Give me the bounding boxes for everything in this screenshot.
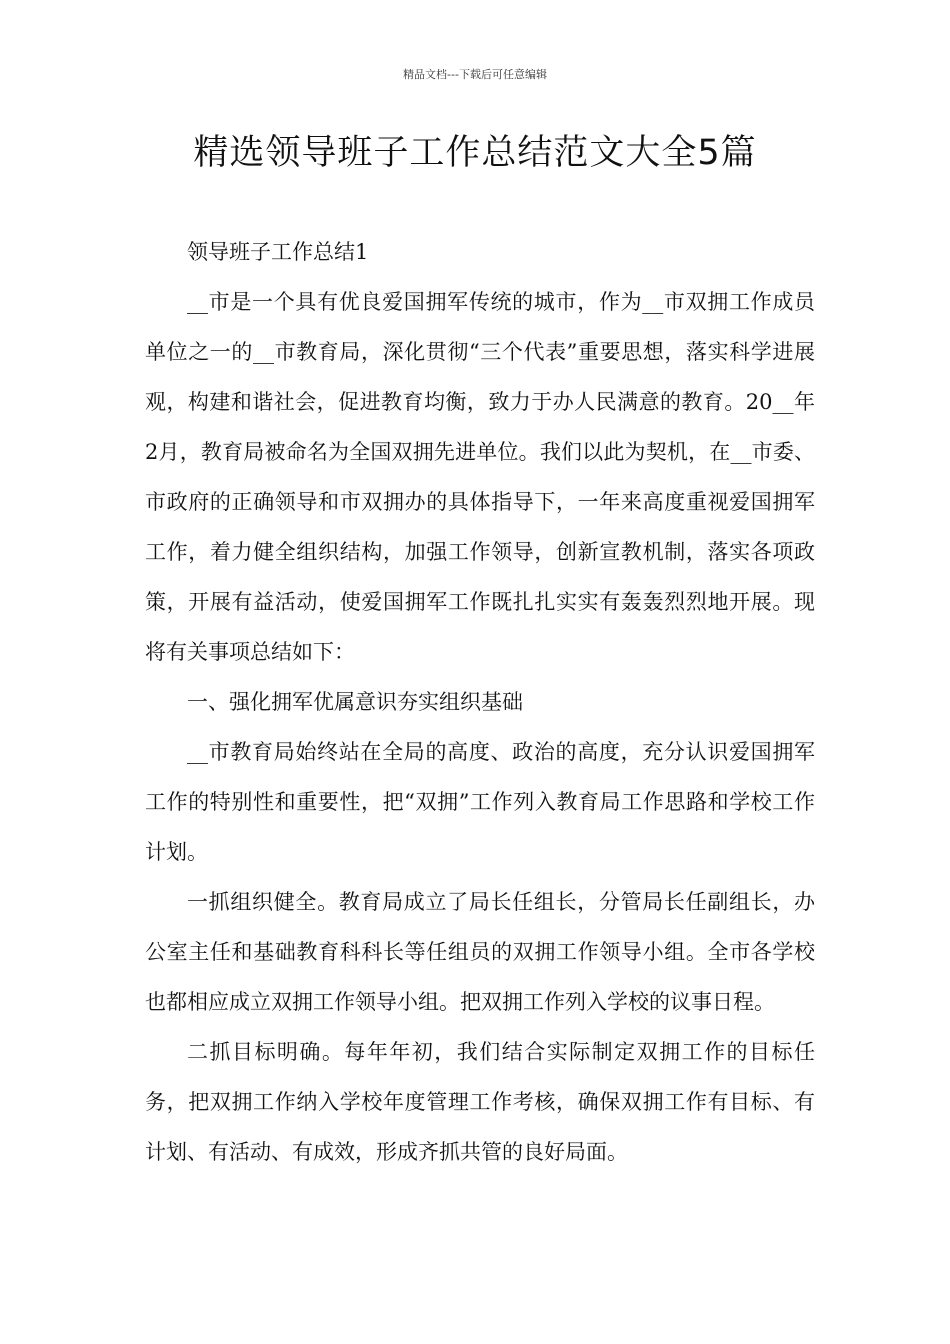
body-paragraph: 一抓组织健全。教育局成立了局长任组长，分管局长任副组长，办公室主任和基础教育科科长等任组员的双拥工作领导小组。全市各学校也都相应成立双拥工作领导小组。把双拥工作列入学校的议事日程。 <box>145 890 815 1014</box>
subsection-heading: 一、强化拥军优属意识夯实组织基础 <box>187 690 523 714</box>
body-paragraph: __市是一个具有优良爱国拥军传统的城市，作为__市双拥工作成员单位之一的__市教育局，深化贯彻“三个代表”重要思想，落实科学进展观，构建和谐社会，促进教育均衡，致力于办人民满意的教育。20__年2月，教育局被命名为全国双拥先进单位。我们以此为契机，在__市委、市政府的正确领导和市双拥办的具体指导下，一年来高度重视爱国拥军工作，着力健全组织结构，加强工作领导，创新宣教机制，落实各项政策，开展有益活动，使爱国拥军工作既扎扎实实有轰轰烈烈地开展。现将有关事项总结如下： <box>145 290 815 664</box>
body-paragraph: __市教育局始终站在全局的高度、政治的高度，充分认识爱国拥军工作的特别性和重要性，把“双拥”工作列入教育局工作思路和学校工作计划。 <box>145 740 815 864</box>
body-paragraph: 二抓目标明确。每年年初，我们结合实际制定双拥工作的目标任务，把双拥工作纳入学校年度管理工作考核，确保双拥工作有目标、有计划、有活动、有成效，形成齐抓共管的良好局面。 <box>145 1040 815 1164</box>
section-heading: 领导班子工作总结1 <box>187 240 369 264</box>
document-body <box>145 227 815 1177</box>
document-title: 精选领导班子工作总结范文大全5篇 <box>193 133 757 173</box>
page-header-note: 精品文档---下载后可任意编辑 <box>403 68 547 81</box>
